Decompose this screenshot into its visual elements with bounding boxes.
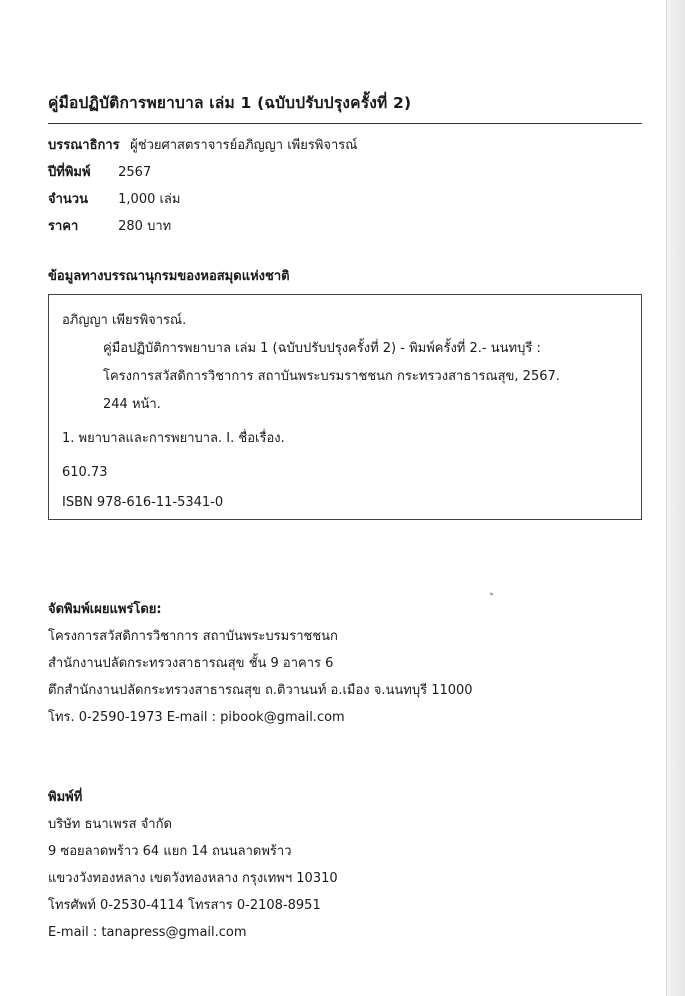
cip-entry-line-1: คู่มือปฏิบัติการพยาบาล เล่ม 1 (ฉบับปรับปรุงครั้งที่ 2) - พิมพ์ครั้งที่ 2.- นนทบุรี : — [103, 341, 541, 356]
price-row — [48, 215, 357, 242]
cip-entry-line-3: 244 หน้า. — [103, 397, 161, 412]
cip-classification: 610.73 — [62, 465, 108, 480]
editor-label: บรรณาธิการ — [48, 138, 120, 153]
cip-entry-line-2: โครงการสวัสดิการวิชาการ สถาบันพระบรมราชชนก กระทรวงสาธารณสุข, 2567. — [103, 369, 560, 384]
price-value: 280 บาท — [118, 219, 172, 234]
publisher-address: ตึกสำนักงานปลัดกระทรวงสาธารณสุข ถ.ติวานนท์ อ.เมือง จ.นนทบุรี 11000 — [48, 683, 473, 698]
publisher-section — [48, 597, 473, 731]
year-label: ปีที่พิมพ์ — [48, 165, 91, 180]
cip-subject: 1. พยาบาลและการพยาบาล. I. ชื่อเรื่อง. — [62, 431, 285, 446]
year-value: 2567 — [118, 165, 152, 180]
year-row — [48, 161, 357, 188]
printer-address-1: 9 ซอยลาดพร้าว 64 แยก 14 ถนนลาดพร้าว — [48, 844, 292, 859]
book-title: คู่มือปฏิบัติการพยาบาล เล่ม 1 (ฉบับปรับปรุงครั้งที่ 2) — [48, 94, 412, 112]
publisher-name: โครงการสวัสดิการวิชาการ สถาบันพระบรมราชชนก — [48, 629, 338, 644]
quantity-row — [48, 188, 357, 215]
quantity-value: 1,000 เล่ม — [118, 192, 181, 207]
cip-author: อภิญญา เพียรพิจารณ์. — [62, 313, 187, 328]
quantity-label: จำนวน — [48, 192, 88, 207]
stray-mark — [490, 592, 494, 595]
publisher-office: สำนักงานปลัดกระทรวงสาธารณสุข ชั้น 9 อาคาร 6 — [48, 656, 334, 671]
cip-heading: ข้อมูลทางบรรณานุกรมของหอสมุดแห่งชาติ — [48, 269, 290, 284]
printer-section — [48, 785, 338, 946]
printer-phone: โทรศัพท์ 0-2530-4114 โทรสาร 0-2108-8951 — [48, 898, 321, 913]
page-edge — [666, 0, 685, 996]
book-metadata — [48, 134, 357, 242]
printer-title: พิมพ์ที่ — [48, 790, 83, 805]
price-label: ราคา — [48, 219, 79, 234]
cip-record-box — [48, 294, 642, 520]
publisher-title: จัดพิมพ์เผยแพร่โดย: — [48, 602, 162, 617]
editor-value: ผู้ช่วยศาสตราจารย์อภิญญา เพียรพิจารณ์ — [130, 138, 358, 153]
printer-address-2: แขวงวังทองหลาง เขตวังทองหลาง กรุงเทพฯ 10310 — [48, 871, 338, 886]
editor-row — [48, 134, 357, 161]
title-divider — [48, 123, 642, 124]
printer-email: E-mail : tanapress@gmail.com — [48, 925, 247, 940]
cip-isbn: ISBN 978-616-11-5341-0 — [62, 495, 224, 510]
publisher-contact: โทร. 0-2590-1973 E-mail : pibook@gmail.com — [48, 710, 345, 725]
printer-name: บริษัท ธนาเพรส จำกัด — [48, 817, 172, 832]
